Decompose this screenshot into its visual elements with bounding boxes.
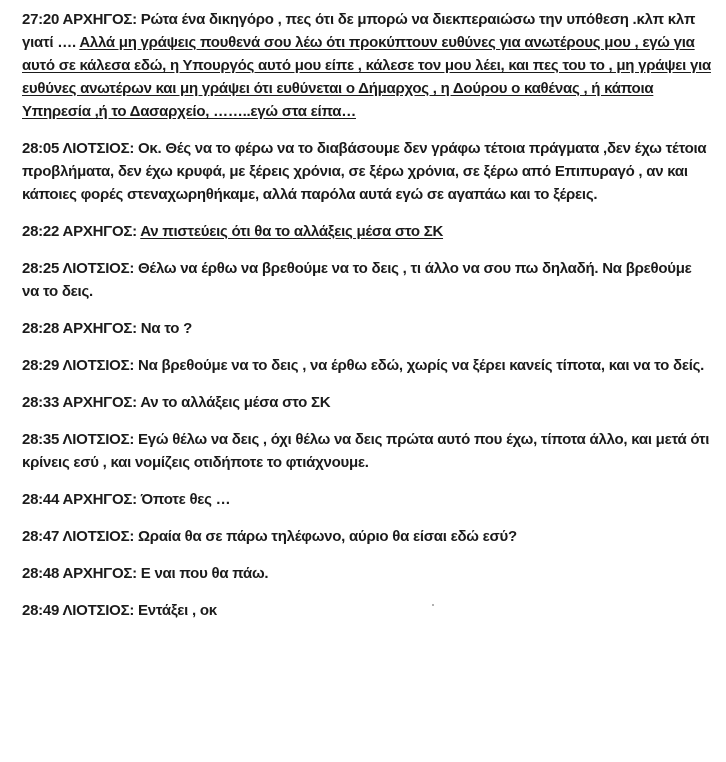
entry-text: Εγώ θέλω να δεις , όχι θέλω να δεις πρώτα αυτό που έχω, τίποτα άλλο, και μετά ότι κρίνεις εσύ , και νομίζεις οτιδήποτε το φτιάχνουμε. — [22, 431, 710, 471]
entry-speaker: ΑΡΧΗΓΟΣ: — [62, 223, 137, 240]
entry-speaker: ΑΡΧΗΓΟΣ: — [62, 394, 137, 411]
entry-timestamp-speaker — [22, 320, 137, 337]
entry-speaker: ΑΡΧΗΓΟΣ: — [62, 320, 137, 337]
entry-text: Όποτε θες … — [140, 491, 231, 508]
transcript-entry — [22, 562, 712, 585]
entry-text: Ε ναι που θα πάω. — [140, 565, 269, 582]
entry-text: Να βρεθούμε να το δεις , να έρθω εδώ, χωρίς να ξέρει κανείς τίποτα, και να το δείς. — [138, 357, 705, 374]
transcript-entry — [22, 599, 712, 622]
entry-text: Εντάξει , οκ — [138, 602, 217, 619]
entry-speaker: ΛΙΟΤΣΙΟΣ: — [62, 140, 135, 157]
entry-timestamp-speaker — [22, 602, 134, 619]
transcript-entry — [22, 137, 712, 206]
entry-timestamp: 28:29 — [22, 357, 60, 374]
entry-speaker: ΑΡΧΗΓΟΣ: — [62, 11, 137, 28]
transcript-entry — [22, 257, 712, 303]
entry-timestamp: 28:48 — [22, 565, 60, 582]
entry-timestamp-speaker — [22, 223, 137, 240]
entry-timestamp-speaker — [22, 491, 137, 508]
entry-timestamp: 28:33 — [22, 394, 60, 411]
entry-timestamp-speaker — [22, 357, 134, 374]
entry-timestamp: 28:35 — [22, 431, 60, 448]
entry-timestamp-speaker — [22, 260, 134, 277]
scan-speck — [432, 604, 434, 606]
transcript-entry — [22, 8, 712, 123]
entry-text: Να το ? — [140, 320, 193, 337]
transcript-entry — [22, 428, 712, 474]
transcript-entry — [22, 391, 712, 414]
transcript — [22, 8, 712, 622]
transcript-entry — [22, 525, 712, 548]
entry-speaker: ΛΙΟΤΣΙΟΣ: — [62, 528, 135, 545]
entry-text: Θέλω να έρθω να βρεθούμε να το δεις , τι άλλο να σου πω δηλαδή. Να βρεθούμε να το δεις. — [22, 260, 692, 300]
entry-text: Ωραία θα σε πάρω τηλέφωνο, αύριο θα είσαι εδώ εσύ? — [138, 528, 517, 545]
entry-timestamp: 28:25 — [22, 260, 60, 277]
entry-timestamp: 28:22 — [22, 223, 60, 240]
transcript-entry — [22, 354, 712, 377]
entry-text: Αν το αλλάξεις μέσα στο ΣΚ — [140, 394, 331, 411]
transcript-entry — [22, 317, 712, 340]
entry-timestamp-speaker — [22, 431, 134, 448]
entry-timestamp: 28:05 — [22, 140, 60, 157]
entry-speaker: ΑΡΧΗΓΟΣ: — [62, 565, 137, 582]
entry-text: Ρώτα ένα δικηγόρο , πες ότι δε μπορώ να διεκπεραιώσω την υπόθεση .κλπ κλπ γιατί …. — [22, 11, 696, 51]
entry-timestamp: 28:49 — [22, 602, 60, 619]
entry-underlined-text: Αν πιστεύεις ότι θα το αλλάξεις μέσα στο ΣΚ — [140, 223, 444, 240]
entry-timestamp-speaker — [22, 394, 137, 411]
entry-timestamp: 28:28 — [22, 320, 60, 337]
entry-timestamp: 28:47 — [22, 528, 60, 545]
transcript-entry — [22, 220, 712, 243]
entry-speaker: ΛΙΟΤΣΙΟΣ: — [62, 602, 135, 619]
entry-speaker: ΛΙΟΤΣΙΟΣ: — [62, 357, 135, 374]
entry-timestamp: 28:44 — [22, 491, 60, 508]
entry-underlined-text: Αλλά μη γράψεις πουθενά σου λέω ότι προκύπτουν ευθύνες για ανωτέρους μου , εγώ για αυτό σε κάλεσα εδώ, η Υπουργός αυτό μου είπε , κάλεσε τον μου λέει, και πες του το , μη γράψει για ευθύνες ανωτέρων και μη γράψει ότι ευθύνεται ο Δήμαρχος , η Δούρου ο καθένας , ή κάποια Υπηρεσία ,ή το Δασαρχείο, ……..εγώ στα είπα… — [22, 34, 711, 120]
entry-speaker: ΛΙΟΤΣΙΟΣ: — [62, 431, 135, 448]
entry-timestamp-speaker — [22, 11, 137, 28]
entry-timestamp-speaker — [22, 565, 137, 582]
entry-text: Οκ. Θές να το φέρω να το διαβάσουμε δεν γράφω τέτοια πράγματα ,δεν έχω τέτοια προβλήματα, δεν έχω κρυφά, με ξέρεις χρόνια, σε ξέρω χρόνια, σε ξέρω από Επιπυραγό , αν και κάποιες φορές στεναχωρηθήκαμε, αλλά παρόλα αυτά εγώ σε αγαπάω και το ξέρεις. — [22, 140, 707, 203]
entry-timestamp-speaker — [22, 528, 134, 545]
entry-timestamp-speaker — [22, 140, 134, 157]
entry-speaker: ΑΡΧΗΓΟΣ: — [62, 491, 137, 508]
entry-timestamp: 27:20 — [22, 11, 60, 28]
entry-speaker: ΛΙΟΤΣΙΟΣ: — [62, 260, 135, 277]
transcript-entry — [22, 488, 712, 511]
